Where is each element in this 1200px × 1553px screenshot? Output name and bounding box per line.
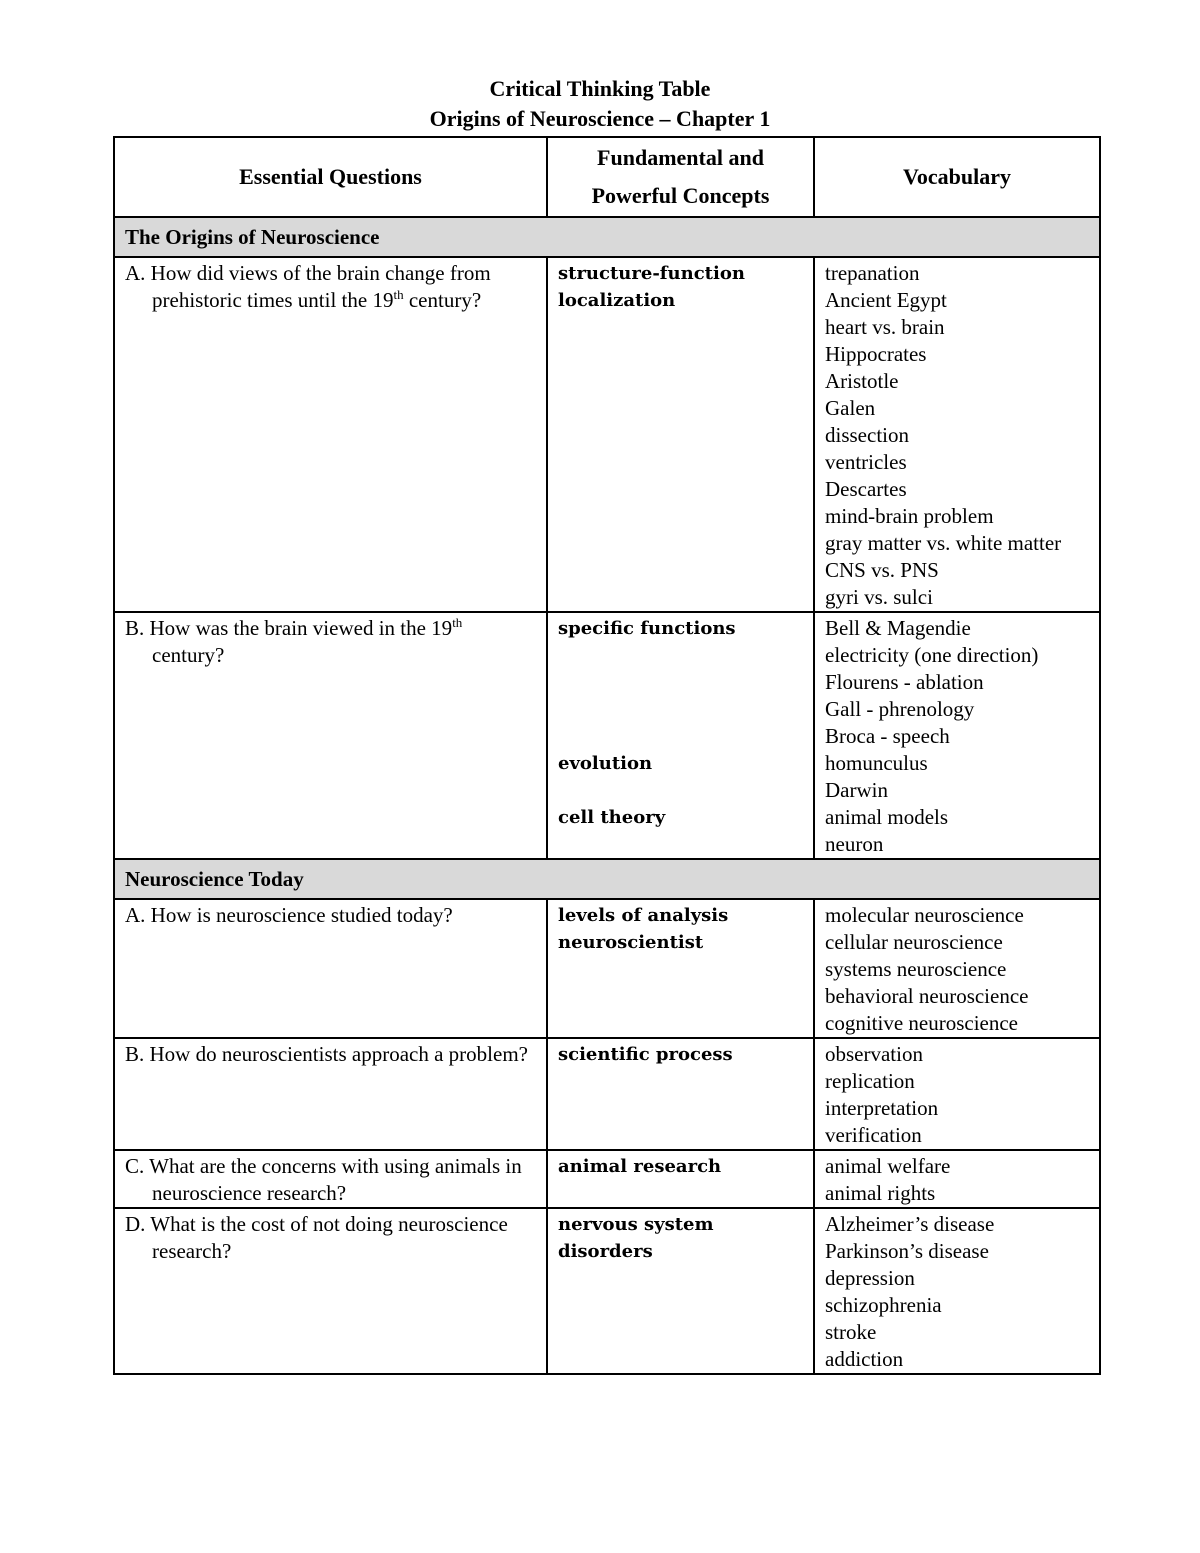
question-text: B. How do neuroscientists approach a problem? xyxy=(125,1042,528,1066)
document-subtitle: Origins of Neuroscience – Chapter 1 xyxy=(429,106,771,131)
vocab-item: Bell & Magendie xyxy=(825,616,971,640)
vocab-item: Ancient Egypt xyxy=(825,288,947,312)
table-row xyxy=(114,257,1100,612)
vocab-item: molecular neuroscience xyxy=(825,903,1024,927)
vocab-item: heart vs. brain xyxy=(825,315,945,339)
header-concepts-line1: Fundamental and xyxy=(597,145,764,170)
vocab-item: replication xyxy=(825,1069,915,1093)
concept-item: neuroscientist xyxy=(558,932,704,953)
question-superscript: th xyxy=(393,287,404,302)
concepts-cell xyxy=(547,612,814,859)
concepts-cell xyxy=(547,1150,814,1208)
concept-item: structure-function xyxy=(558,263,745,284)
vocab-item: Flourens - ablation xyxy=(825,670,984,694)
header-row xyxy=(114,137,1100,217)
vocab-item: cognitive neuroscience xyxy=(825,1011,1018,1035)
vocabulary-cell xyxy=(814,899,1100,1038)
question-text-end: century? xyxy=(403,288,482,312)
header-concepts xyxy=(547,137,814,217)
concepts-cell xyxy=(547,1208,814,1374)
vocabulary-cell xyxy=(814,1208,1100,1374)
header-concepts-line2: Powerful Concepts xyxy=(591,183,770,208)
header-vocabulary: Vocabulary xyxy=(814,137,1100,217)
concept-item: specific functions xyxy=(558,618,736,639)
spacer xyxy=(558,642,807,750)
vocab-item: Broca - speech xyxy=(825,724,950,748)
vocab-item: stroke xyxy=(825,1320,877,1344)
header-essential-questions: Essential Questions xyxy=(114,137,547,217)
question-text-main: B. How was the brain viewed in the 19 xyxy=(125,616,453,640)
table-row xyxy=(114,1150,1100,1208)
concept-item: nervous system disorders xyxy=(558,1214,714,1262)
section-title: The Origins of Neuroscience xyxy=(114,217,1100,257)
table-row xyxy=(114,1208,1100,1374)
vocab-item: Gall - phrenology xyxy=(825,697,975,721)
vocab-item: depression xyxy=(825,1266,915,1290)
vocab-item: behavioral neuroscience xyxy=(825,984,1029,1008)
concept-item: levels of analysis xyxy=(558,905,729,926)
vocab-item: CNS vs. PNS xyxy=(825,558,939,582)
concept-item: scientific process xyxy=(558,1044,733,1065)
question-text xyxy=(125,260,538,314)
vocabulary-cell xyxy=(814,612,1100,859)
vocab-item: electricity (one direction) xyxy=(825,643,1039,667)
vocab-item: systems neuroscience xyxy=(825,957,1007,981)
table-row xyxy=(114,899,1100,1038)
question-text-end: century? xyxy=(152,643,225,667)
vocab-item: Aristotle xyxy=(825,369,899,393)
question-text-main: A. How did views of the brain change from prehistoric times until the 19 xyxy=(125,261,491,312)
concept-item: localization xyxy=(558,290,676,311)
question-text xyxy=(125,615,538,669)
question-cell xyxy=(114,1208,547,1374)
vocab-item: verification xyxy=(825,1123,922,1147)
vocab-item: animal welfare xyxy=(825,1154,951,1178)
vocab-item: interpretation xyxy=(825,1096,939,1120)
vocab-item: Parkinson’s disease xyxy=(825,1239,989,1263)
question-cell xyxy=(114,612,547,859)
question-text: C. What are the concerns with using animals in neuroscience research? xyxy=(125,1154,522,1205)
concept-item: evolution xyxy=(558,753,653,774)
vocab-item: animal rights xyxy=(825,1181,936,1205)
vocab-item: gray matter vs. white matter xyxy=(825,531,1062,555)
vocab-item: observation xyxy=(825,1042,923,1066)
vocab-item: schizophrenia xyxy=(825,1293,942,1317)
vocab-item: Hippocrates xyxy=(825,342,927,366)
vocab-item: addiction xyxy=(825,1347,904,1371)
concept-item: cell theory xyxy=(558,807,666,828)
question-text: A. How is neuroscience studied today? xyxy=(125,903,453,927)
question-cell xyxy=(114,1150,547,1208)
vocabulary-cell xyxy=(814,1150,1100,1208)
vocab-item: mind-brain problem xyxy=(825,504,994,528)
table-row xyxy=(114,1038,1100,1150)
spacer xyxy=(558,777,807,804)
vocab-item: neuron xyxy=(825,832,884,856)
vocabulary-cell xyxy=(814,257,1100,612)
vocab-item: animal models xyxy=(825,805,949,829)
vocab-item: Descartes xyxy=(825,477,907,501)
concepts-cell xyxy=(547,1038,814,1150)
vocab-item: ventricles xyxy=(825,450,907,474)
vocab-item: cellular neuroscience xyxy=(825,930,1003,954)
question-text: D. What is the cost of not doing neuroscience research? xyxy=(125,1212,508,1263)
question-cell xyxy=(114,257,547,612)
document-title: Critical Thinking Table xyxy=(489,76,711,101)
vocab-item: dissection xyxy=(825,423,909,447)
section-row xyxy=(114,217,1100,257)
concepts-cell xyxy=(547,899,814,1038)
question-superscript: th xyxy=(452,615,463,630)
question-cell xyxy=(114,1038,547,1150)
section-row xyxy=(114,859,1100,899)
vocab-item: Galen xyxy=(825,396,876,420)
vocab-item: homunculus xyxy=(825,751,928,775)
concepts-cell xyxy=(547,257,814,612)
table-row xyxy=(114,612,1100,859)
vocabulary-cell xyxy=(814,1038,1100,1150)
vocab-item: Alzheimer’s disease xyxy=(825,1212,995,1236)
section-title: Neuroscience Today xyxy=(114,859,1100,899)
vocab-item: trepanation xyxy=(825,261,920,285)
question-cell xyxy=(114,899,547,1038)
vocab-item: gyri vs. sulci xyxy=(825,585,933,609)
concept-item: animal research xyxy=(558,1156,722,1177)
vocab-item: Darwin xyxy=(825,778,888,802)
critical-thinking-table xyxy=(113,136,1101,1375)
